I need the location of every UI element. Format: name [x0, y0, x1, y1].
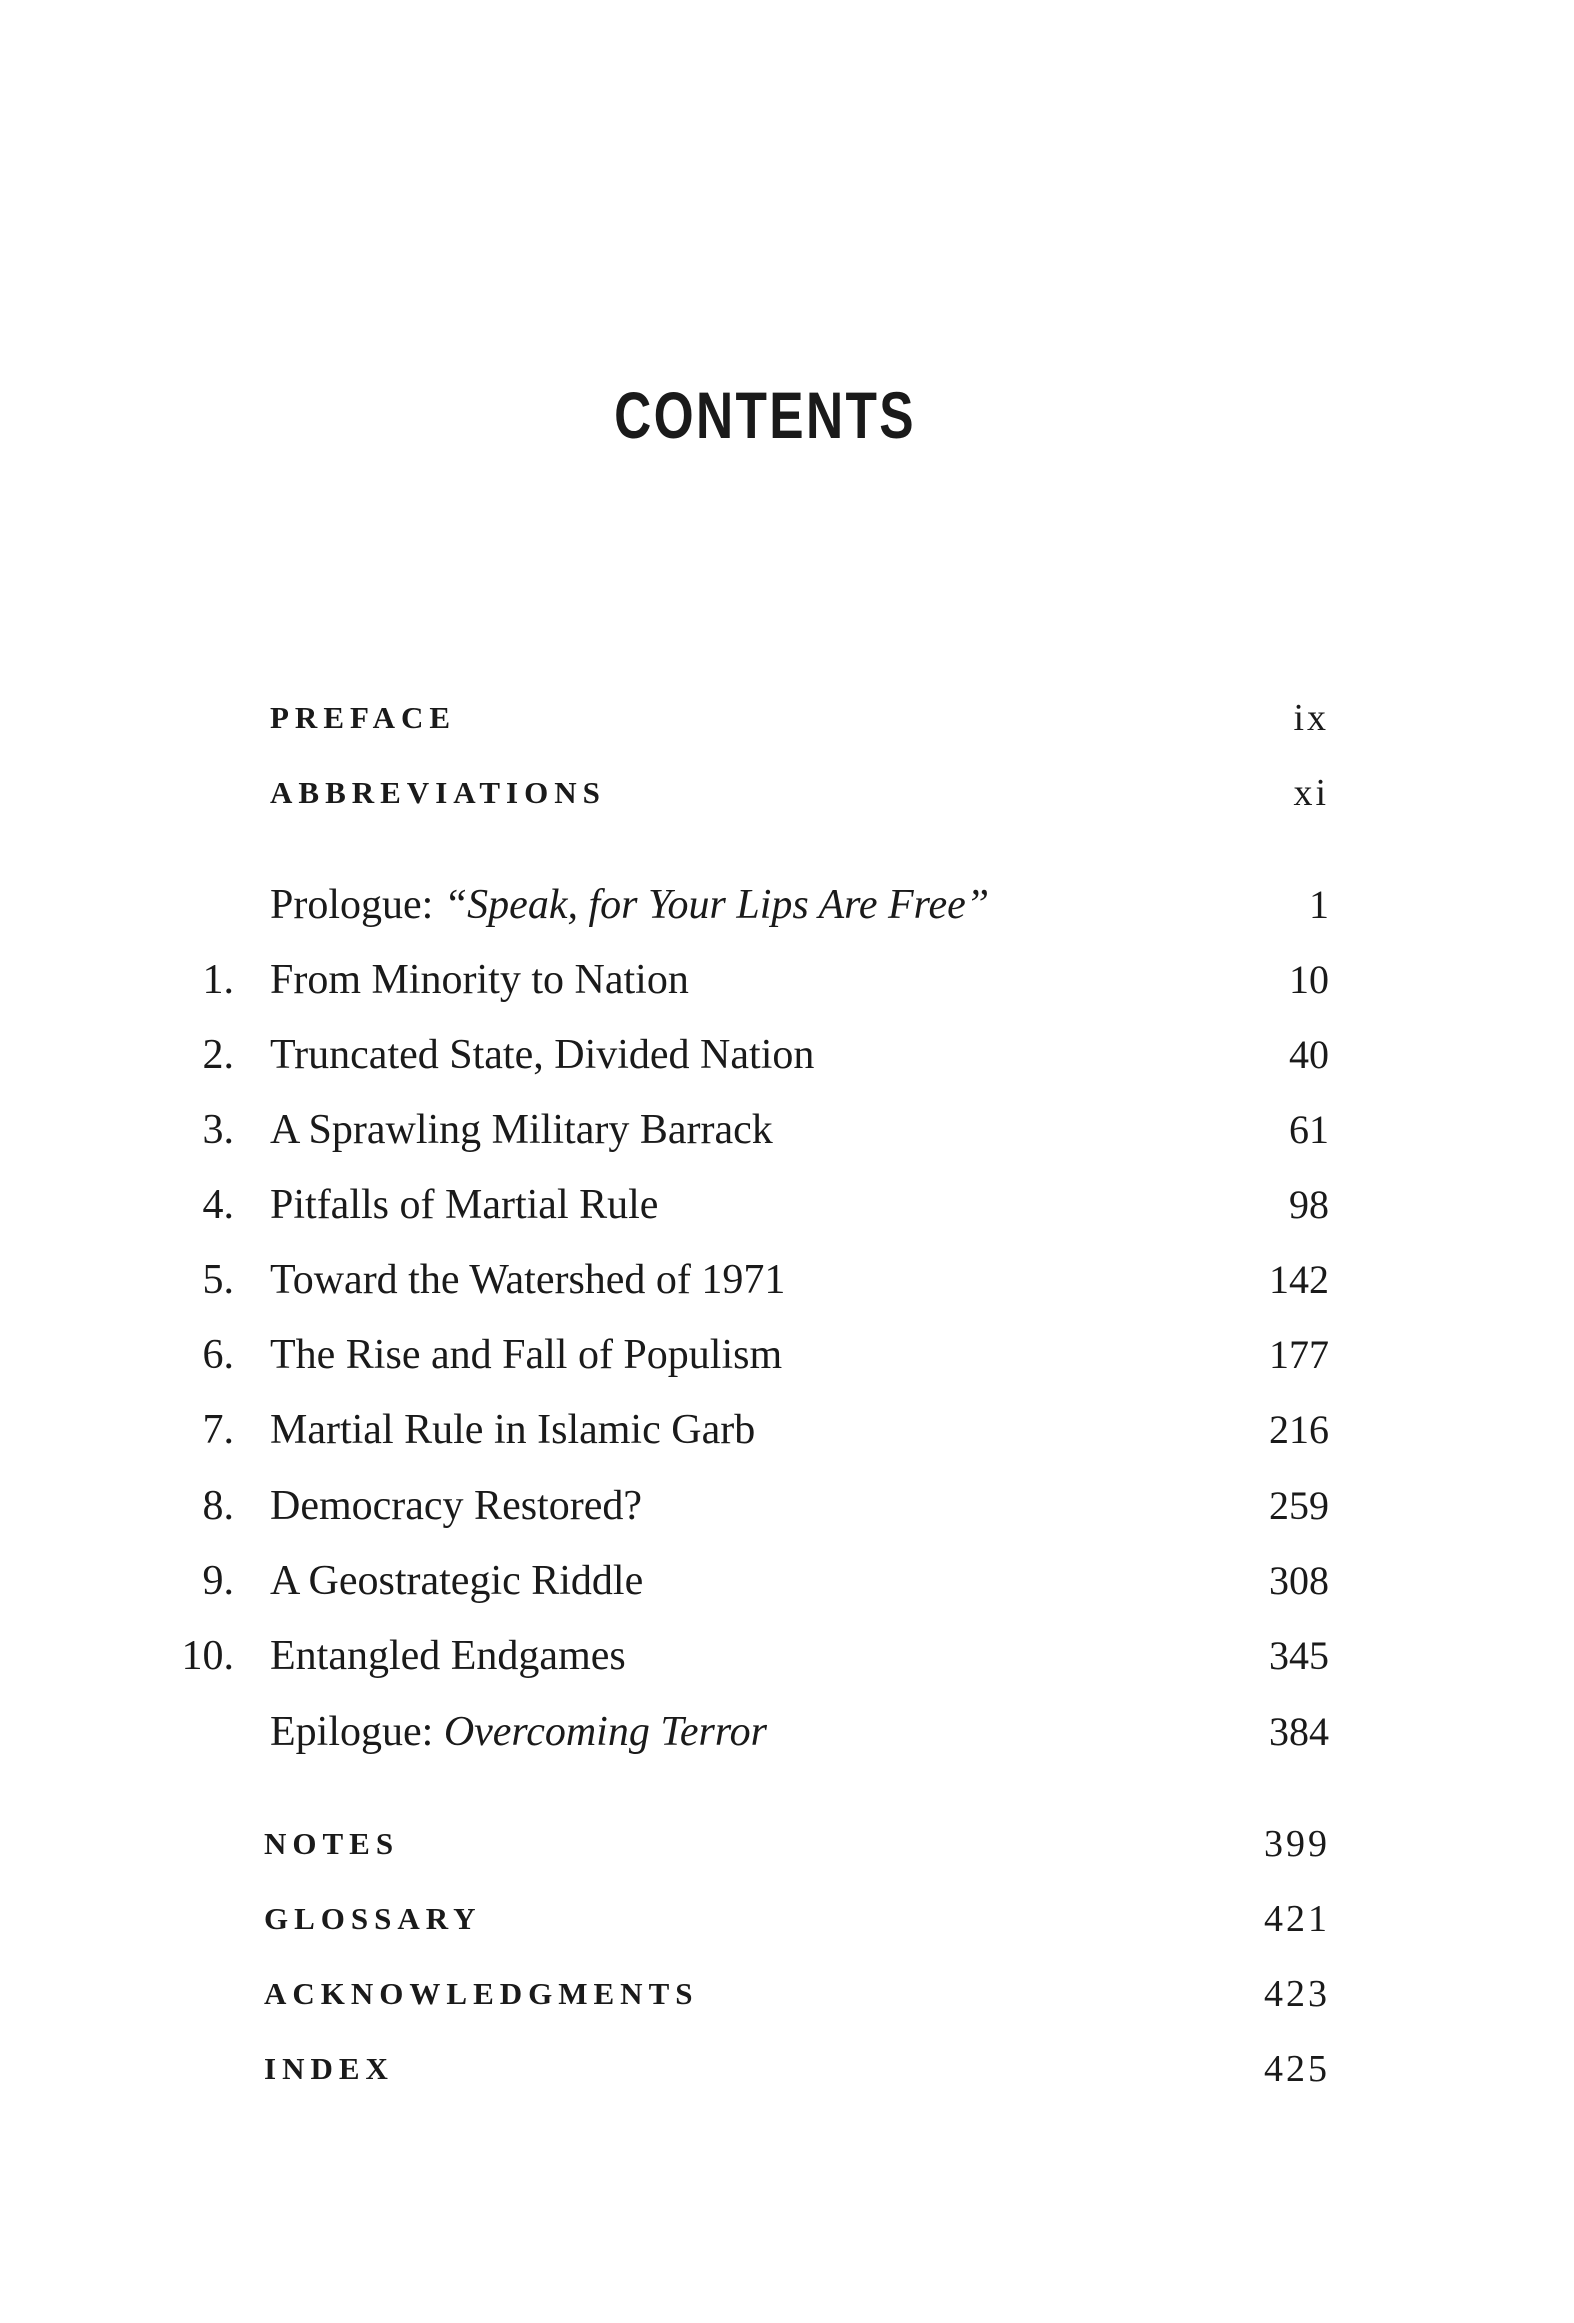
chapter-page: 177 — [1269, 1332, 1329, 1377]
toc-entry-page: 384 — [1269, 1709, 1329, 1754]
toc-entry-label: ACKNOWLEDGMENTS — [264, 1976, 699, 2011]
toc-entry-page: 1 — [1309, 882, 1329, 927]
chapter-title: A Sprawling Military Barrack — [270, 1107, 773, 1153]
chapter-title: Pitfalls of Martial Rule — [270, 1182, 659, 1228]
toc-chapter-2[interactable] — [0, 1025, 1574, 1085]
chapter-page: 308 — [1269, 1558, 1329, 1603]
toc-entry-abbreviations[interactable] — [0, 763, 1574, 823]
toc-chapter-1[interactable] — [0, 950, 1574, 1010]
chapter-page: 40 — [1289, 1032, 1329, 1077]
chapter-number: 7. — [202, 1407, 234, 1453]
toc-entry-page: 423 — [1264, 1973, 1330, 2015]
toc-chapter-5[interactable] — [0, 1250, 1574, 1310]
chapter-page: 216 — [1269, 1407, 1329, 1452]
toc-entry-label: PREFACE — [270, 700, 457, 735]
toc-entry-acknowledgments[interactable] — [0, 1964, 1574, 2024]
toc-entry-page: 421 — [1264, 1898, 1330, 1940]
chapter-number: 10. — [181, 1633, 234, 1679]
chapter-page: 345 — [1269, 1633, 1329, 1678]
chapter-number: 9. — [202, 1558, 234, 1604]
toc-entry-page: xi — [1293, 772, 1329, 814]
chapter-title: Martial Rule in Islamic Garb — [270, 1407, 756, 1453]
chapter-number: 6. — [202, 1332, 234, 1378]
toc-entry-glossary[interactable] — [0, 1889, 1574, 1949]
chapter-page: 10 — [1289, 957, 1329, 1002]
page-title: CONTENTS — [614, 378, 916, 453]
chapter-number: 2. — [202, 1032, 234, 1078]
chapter-page: 61 — [1289, 1107, 1329, 1152]
chapter-title: The Rise and Fall of Populism — [270, 1332, 783, 1378]
toc-entry-notes[interactable] — [0, 1814, 1574, 1874]
epilogue-title: Overcoming Terror — [443, 1709, 767, 1755]
toc-chapter-6[interactable] — [0, 1325, 1574, 1385]
toc-entry-label: NOTES — [264, 1826, 400, 1861]
toc-entry-label: ABBREVIATIONS — [270, 775, 606, 810]
chapter-number: 8. — [202, 1483, 234, 1529]
prologue-prefix: Prologue: — [270, 882, 444, 928]
toc-entry-label — [270, 1702, 767, 1762]
toc-entry-preface[interactable] — [0, 688, 1574, 748]
toc-entry-label: INDEX — [264, 2051, 394, 2086]
toc-chapter-7[interactable] — [0, 1400, 1574, 1460]
chapter-title: Toward the Watershed of 1971 — [270, 1257, 786, 1303]
chapter-title: From Minority to Nation — [270, 957, 689, 1003]
chapter-title: Entangled Endgames — [270, 1633, 626, 1679]
toc-chapter-8[interactable] — [0, 1476, 1574, 1536]
toc-chapter-3[interactable] — [0, 1100, 1574, 1160]
toc-entry-page: 425 — [1264, 2048, 1330, 2090]
toc-entry-page: ix — [1293, 697, 1329, 739]
prologue-title: “Speak, for Your Lips Are Free” — [443, 882, 990, 928]
toc-chapter-9[interactable] — [0, 1551, 1574, 1611]
toc-chapter-4[interactable] — [0, 1175, 1574, 1235]
toc-entry-page: 399 — [1264, 1823, 1330, 1865]
toc-entry-index[interactable] — [0, 2039, 1574, 2099]
toc-entry-epilogue[interactable] — [0, 1702, 1574, 1762]
chapter-page: 142 — [1269, 1257, 1329, 1302]
toc-entry-label: GLOSSARY — [264, 1901, 482, 1936]
chapter-title: A Geostrategic Riddle — [270, 1558, 644, 1604]
chapter-number: 4. — [202, 1182, 234, 1228]
epilogue-prefix: Epilogue: — [270, 1709, 444, 1755]
chapter-title: Democracy Restored? — [270, 1483, 642, 1529]
toc-entry-label — [270, 875, 989, 935]
chapter-page: 98 — [1289, 1182, 1329, 1227]
chapter-title: Truncated State, Divided Nation — [270, 1032, 815, 1078]
chapter-number: 1. — [202, 957, 234, 1003]
chapter-number: 3. — [202, 1107, 234, 1153]
chapter-page: 259 — [1269, 1483, 1329, 1528]
chapter-number: 5. — [202, 1257, 234, 1303]
toc-chapter-10[interactable] — [0, 1626, 1574, 1686]
toc-entry-prologue[interactable] — [0, 875, 1574, 935]
